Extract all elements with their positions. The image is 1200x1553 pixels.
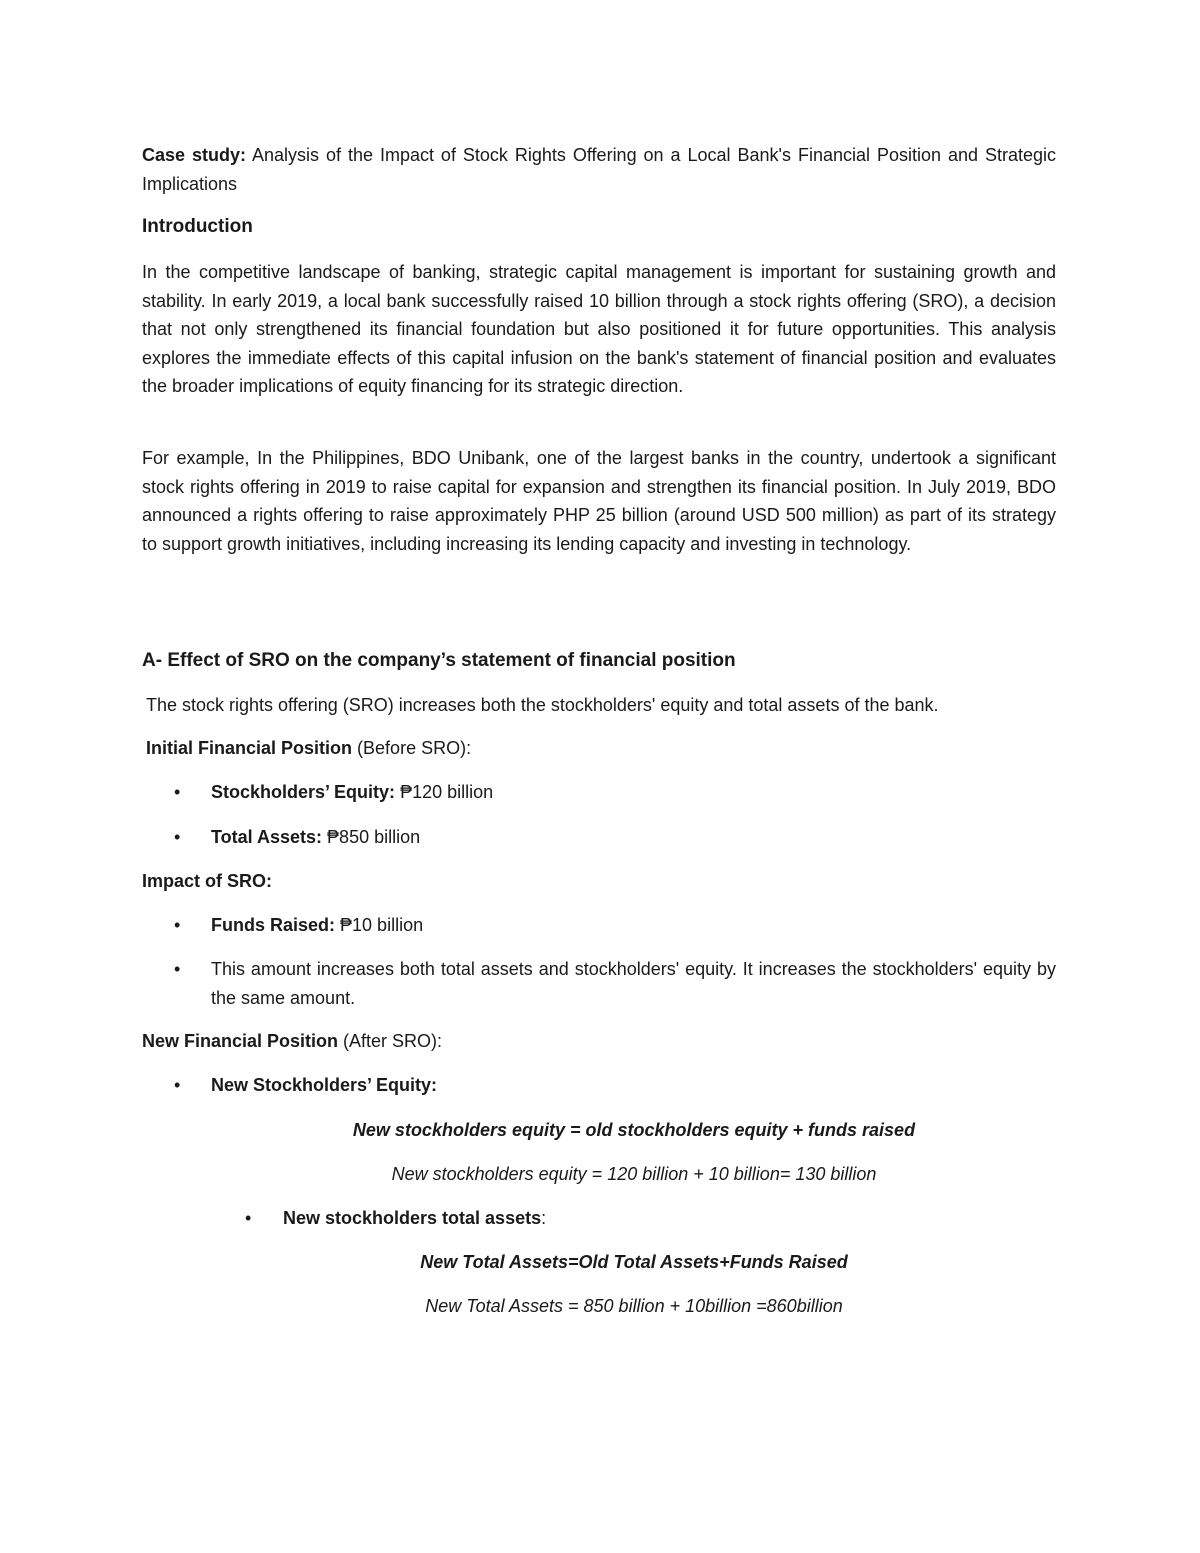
new-position-suffix: (After SRO): — [343, 1031, 443, 1051]
case-study-text: Analysis of the Impact of Stock Rights Offering on a Local Bank's Financial Position and Strategic Implications — [142, 145, 1056, 194]
new-equity-label: New Stockholders’ Equity: — [211, 1075, 438, 1095]
impact-explanation: This amount increases both total assets and stockholders' equity. It increases the stockholders' equity by the same amount. — [211, 959, 1056, 1008]
bullet-icon: • — [174, 827, 181, 847]
assets-calculation: New Total Assets = 850 billion + 10billion =860billion — [425, 1296, 843, 1316]
introduction-paragraph-2: For example, In the Philippines, BDO Unibank, one of the largest banks in the country, undertook a significant stock rights offering in 2019 to raise capital for expansion and strengthen its financial position. In July 2019, BDO announced a rights offering to raise approximately PHP 25 billion (around USD 500 million) as part of its strategy to support growth initiatives, including increasing its lending capacity and investing in technology. — [142, 448, 1056, 554]
bullet-icon: • — [174, 782, 181, 802]
equity-label: Stockholders’ Equity: — [211, 782, 396, 802]
section-a-heading: A- Effect of SRO on the company’s statement of financial position — [142, 650, 736, 671]
bullet-icon: • — [245, 1208, 252, 1228]
initial-position-heading — [146, 734, 1060, 763]
bullet-icon: • — [174, 915, 181, 935]
introduction-heading: Introduction — [142, 216, 253, 237]
new-position-heading — [142, 1027, 1056, 1056]
new-assets-colon: : — [541, 1208, 547, 1228]
new-position-label: New Financial Position — [142, 1031, 339, 1051]
assets-formula: New Total Assets=Old Total Assets+Funds Raised — [420, 1252, 848, 1272]
assets-label: Total Assets: — [211, 827, 323, 847]
case-study-label: Case study: — [142, 145, 246, 165]
initial-position-suffix: (Before SRO): — [357, 738, 472, 758]
initial-position-label: Initial Financial Position — [146, 738, 353, 758]
case-study-title — [142, 141, 1056, 198]
impact-heading: Impact of SRO: — [142, 871, 273, 891]
bullet-icon: • — [174, 1075, 181, 1095]
assets-value: ₱850 billion — [327, 827, 421, 847]
equity-formula: New stockholders equity = old stockholders equity + funds raised — [352, 1120, 916, 1140]
bullet-icon: • — [174, 959, 181, 979]
section-a-intro: The stock rights offering (SRO) increases both the stockholders' equity and total assets of the bank. — [146, 695, 939, 715]
funds-raised-label: Funds Raised: — [211, 915, 336, 935]
new-assets-label: New stockholders total assets — [283, 1208, 542, 1228]
introduction-paragraph-1: In the competitive landscape of banking, strategic capital management is important for sustaining growth and stability. In early 2019, a local bank successfully raised 10 billion through a stock rights offering (SRO), a decision that not only strengthened its financial foundation but also positioned it for future opportunities. This analysis explores the immediate effects of this capital infusion on the bank's statement of financial position and evaluates the broader implications of equity financing for its strategic direction. — [142, 262, 1056, 396]
equity-calculation: New stockholders equity = 120 billion + 10 billion= 130 billion — [391, 1164, 877, 1184]
funds-raised-value: ₱10 billion — [340, 915, 424, 935]
equity-value: ₱120 billion — [400, 782, 494, 802]
